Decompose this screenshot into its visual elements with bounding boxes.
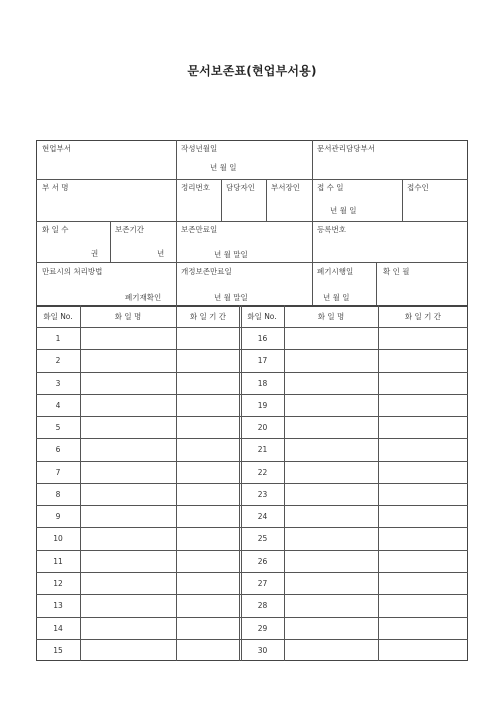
file-no-right: 26 (257, 557, 268, 566)
table-row-line (36, 550, 468, 551)
retention-expiry-unit: 년 월 말일 (214, 250, 248, 259)
file-no-right: 24 (257, 512, 268, 521)
table-row-line (36, 617, 468, 618)
file-no-right: 21 (257, 445, 268, 454)
file-no-right: 27 (257, 579, 268, 588)
file-no-right: 16 (257, 334, 268, 343)
file-count-unit: 권 (91, 249, 99, 258)
file-no-right: 23 (257, 490, 268, 499)
file-no-right: 17 (257, 356, 268, 365)
col-name-left: 화 일 명 (114, 312, 142, 321)
written-date-unit: 년 월 일 (210, 163, 237, 172)
table-row-line (36, 349, 468, 350)
disposal-method-label: 만료시의 처리방법 (42, 267, 103, 276)
disposal-confirm-label: 폐기재확인 (125, 293, 162, 302)
file-no-right: 20 (257, 423, 268, 432)
header-vline-e (402, 179, 403, 221)
written-date-label: 작성년월일 (181, 144, 218, 153)
header-row-line-2 (36, 221, 468, 222)
person-in-charge-seal-label: 담당자인 (226, 183, 255, 192)
file-no-left: 4 (55, 401, 61, 410)
file-no-left: 14 (53, 624, 63, 633)
receipt-date-unit: 년 월 일 (330, 206, 357, 215)
table-row-line (36, 394, 468, 395)
file-no-left: 7 (55, 468, 61, 477)
registration-no-label: 등록번호 (317, 225, 346, 234)
retention-period-unit: 년 (157, 249, 165, 258)
dept-head-seal-label: 부서장인 (271, 183, 300, 192)
file-no-left: 13 (53, 601, 63, 610)
file-no-left: 1 (55, 334, 61, 343)
file-no-left: 10 (53, 534, 63, 543)
dept-label: 현업부서 (42, 144, 71, 153)
table-row-line (36, 505, 468, 506)
file-no-left: 6 (55, 445, 61, 454)
file-no-left: 15 (53, 646, 63, 655)
disposal-date-unit: 년 월 일 (323, 293, 350, 302)
table-row-line (36, 461, 468, 462)
receipt-date-label: 접 수 일 (317, 183, 344, 192)
header-vline-c (221, 179, 222, 221)
file-no-right: 22 (257, 468, 268, 477)
file-no-right: 30 (257, 646, 268, 655)
header-vline-d (266, 179, 267, 221)
col-no-left: 화일 No. (43, 312, 73, 321)
doc-manager-dept-label: 문서관리담당부서 (317, 144, 375, 153)
revised-expiry-label: 개정보존만료일 (181, 267, 232, 276)
table-row-line (36, 416, 468, 417)
file-no-left: 9 (55, 512, 61, 521)
file-no-left: 2 (55, 356, 61, 365)
receiver-seal-label: 접수인 (407, 183, 429, 192)
table-row-line (36, 483, 468, 484)
header-vline-f (110, 221, 111, 262)
table-row-line (36, 527, 468, 528)
table-row-line (36, 639, 468, 640)
table-row-line (36, 438, 468, 439)
file-no-left: 3 (55, 379, 61, 388)
col-no-right: 화일 No. (247, 312, 277, 321)
file-no-right: 25 (257, 534, 268, 543)
file-no-left: 12 (53, 579, 63, 588)
table-row-line (36, 594, 468, 595)
file-no-right: 29 (257, 624, 268, 633)
disposal-date-label: 폐기시행일 (317, 267, 354, 276)
table-row-line (36, 572, 468, 573)
retention-period-label: 보존기간 (115, 225, 144, 234)
confirm-seal-label: 확 인 필 (383, 267, 410, 276)
header-vline-a (176, 140, 177, 305)
header-row-line-3 (36, 262, 468, 263)
table-row-line (36, 372, 468, 373)
page-title: 문서보존표(현업부서용) (187, 64, 317, 78)
header-table-separator (36, 305, 468, 307)
table-header-line (36, 327, 468, 328)
header-vline-b (312, 140, 313, 305)
header-row-line-1 (36, 179, 468, 180)
retention-expiry-label: 보존만료일 (181, 225, 218, 234)
header-vline-g (376, 262, 377, 305)
file-no-right: 18 (257, 379, 268, 388)
col-period-right: 화 일 기 간 (404, 312, 442, 321)
file-no-left: 5 (55, 423, 61, 432)
file-count-label: 화 일 수 (42, 225, 69, 234)
revised-expiry-unit: 년 월 말일 (214, 293, 248, 302)
file-no-left: 11 (53, 557, 63, 566)
file-no-right: 19 (257, 401, 268, 410)
file-no-left: 8 (55, 490, 61, 499)
dept-name-label: 부 서 명 (42, 183, 69, 192)
arranger-no-label: 정리번호 (181, 183, 210, 192)
file-no-right: 28 (257, 601, 268, 610)
col-name-right: 화 일 명 (317, 312, 345, 321)
col-period-left: 화 일 기 간 (189, 312, 227, 321)
